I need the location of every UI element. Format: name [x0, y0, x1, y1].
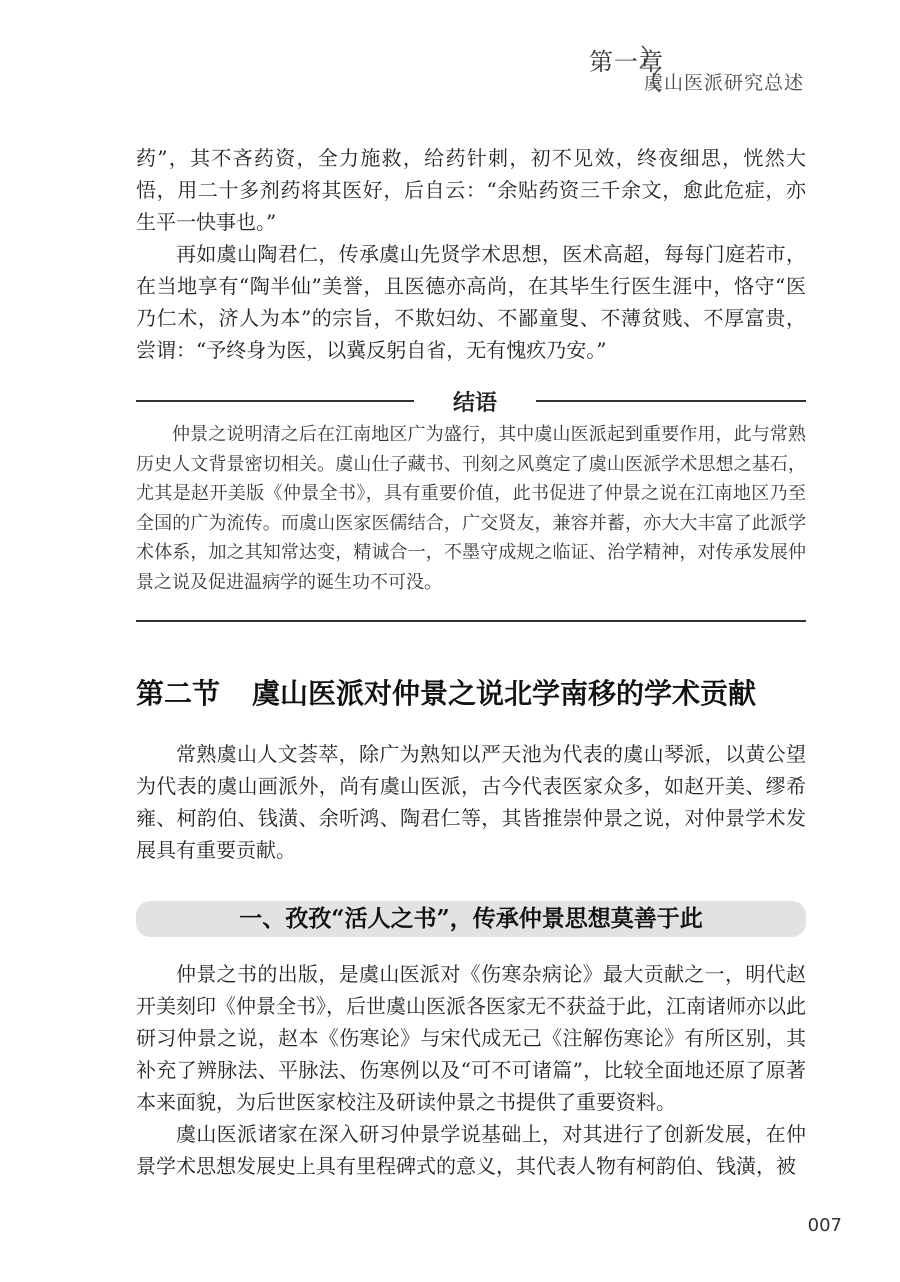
subsection-heading: 一、孜孜“活人之书”，传承仲景思想莫善于此	[239, 905, 703, 932]
conclusion-text: 仲景之说明清之后在江南地区广为盛行，其中虞山医派起到重要作用，此与常熟历史人文背景密切相关。虞山仕子藏书、刊刻之风奠定了虞山医派学术思想之基石，尤其是赵开美版《仲景全书》，具有重要价值，此书促进了仲景之说在江南地区乃至全国的广为流传。而虞山医家医儒结合，广交贤友，兼容并蓄，亦大大丰富了此派学术体系，加之其知常达变，精诚合一，不墨守成规之临证、治学精神，对传承发展仲景之说及促进温病学的诞生功不可没。	[136, 424, 806, 593]
section-heading	[136, 672, 806, 712]
page-number: 007	[807, 1215, 842, 1236]
section-label: 第二节	[136, 677, 221, 710]
chapter-label: 第一章	[589, 48, 664, 76]
conclusion-rule-bottom	[136, 620, 806, 622]
conclusion-rule-left	[136, 400, 414, 402]
running-header	[544, 40, 804, 100]
conclusion-rule-right	[536, 400, 806, 402]
body-paragraph: 药”，其不吝药资，全力施救，给药针刺，初不见效，终夜细思，恍然大悟，用二十多剂药将其医好，后自云：“余贴药资三千余文，愈此危症，亦生平一快事也。”	[136, 146, 806, 234]
section-intro-paragraph: 常熟虞山人文荟萃，除广为熟知以严天池为代表的虞山琴派，以黄公望为代表的虞山画派外，尚有虞山医派，古今代表医家众多，如赵开美、缪希雍、柯韵伯、钱潢、余听鸿、陶君仁等，其皆推崇仲景之说，对仲景学术发展具有重要贡献。	[136, 742, 806, 862]
body-paragraph: 虞山医派诸家在深入研习仲景学说基础上，对其进行了创新发展，在仲景学术思想发展史上具有里程碑式的意义，其代表人物有柯韵伯、钱潢，被	[136, 1122, 806, 1178]
book-section-title: 虞山医派研究总述	[643, 72, 804, 94]
conclusion-title: 结语	[452, 391, 497, 416]
body-paragraph: 仲景之书的出版，是虞山医派对《伤寒杂病论》最大贡献之一，明代赵开美刻印《仲景全书》，后世虞山医派各医家无不获益于此，江南诸师亦以此研习仲景之说，赵本《伤寒论》与宋代成无己《注解伤寒论》有所区别，其补充了辨脉法、平脉法、伤寒例以及“可不可诸篇”，比较全面地还原了原著本来面貌，为后世医家校注及研读仲景之书提供了重要资料。	[136, 962, 806, 1114]
section-title-text: 虞山医派对仲景之说北学南移的学术贡献	[252, 677, 757, 710]
body-paragraph: 再如虞山陶君仁，传承虞山先贤学术思想，医术高超，每每门庭若市，在当地享有“陶半仙”美誉，且医德亦高尚，在其毕生行医生涯中，恪守“医乃仁术，济人为本”的宗旨，不欺妇幼、不鄙童叟、不薄贫贱、不厚富贵，尝谓：“予终身为医，以冀反躬自省，无有愧疚乃安。”	[136, 242, 806, 362]
